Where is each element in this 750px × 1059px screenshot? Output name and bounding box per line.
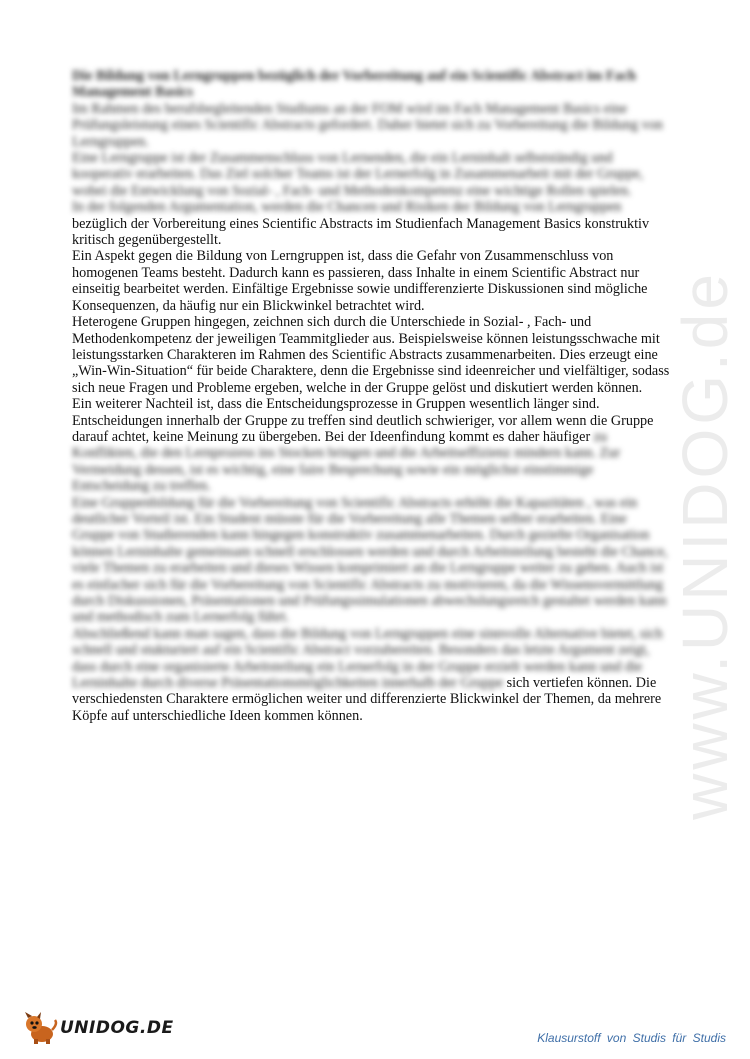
decision-blurred-part: zu Konflikten, die den Lernprozess ins Stocken bringen und die Arbeitseffizienz mindern kann. Zur Vermeidung dessen, ist es wichtig, eine faire Besprechung sowie ein möglichst einstimmige Entscheidung zu treffen. <box>72 428 621 495</box>
paragraph-decision-disadvantage <box>72 396 672 494</box>
logo-text: UNIDOG.DE <box>60 1018 174 1038</box>
decision-visible-part: Ein weiterer Nachteil ist, dass die Entscheidungsprozesse in Gruppen wesentlich länger sind. Entscheidungen innerhalb der Gruppe zu treffen sind deutlich schwieriger, vor allem wenn die Gruppe darauf achtet, keine Meinung zu übergeben. Bei der Ideenfindung kommt es daher häufiger <box>72 396 654 445</box>
unidog-logo[interactable] <box>22 1012 174 1044</box>
argumentation-blurred-head: In der folgenden Argumentation, werden die Chancen und Risiken der Bildung von Lerngruppen <box>72 199 622 216</box>
document-title: Die Bildung von Lerngruppen bezüglich der Vorbereitung auf ein Scientific Abstract im Fach Management Basics <box>72 68 636 101</box>
footer-slogan: Klausurstoff von Studis für Studis <box>537 1031 726 1045</box>
paragraph-heterogeneous-groups: Heterogene Gruppen hingegen, zeichnen sich durch die Unterschiede in Sozial- , Fach- und Methodenkompetenz der jeweiligen Teammitglieder aus. Beispielsweise können leistungsschwache mit leistungsstarken Charakteren im Rahmen des Scientific Abstracts zusammenarbeiten. Dies erzeugt eine „Win-Win-Situation“ für beide Charaktere, denn die Ergebnisse sind ideenreicher und vielfältiger, sodass sich neue Fragen und Probleme ergeben, welche in der Gruppe gelöst und diskutiert werden können. <box>72 314 670 396</box>
paragraph-intro: Im Rahmen des berufsbegleitenden Studiums an der FOM wird im Fach Management Basics eine Prüfungsleistung eines Scientific Abstracts gefordert. Daher bietet sich zu Vorbereitung die Bildung von Lerngruppen. <box>72 100 663 150</box>
argumentation-visible-tail: bezüglich der Vorbereitung eines Scientific Abstracts im Studienfach Management Basics konstruktiv kritisch gegenübergestellt. <box>72 215 650 249</box>
paragraph-conclusion <box>72 626 672 724</box>
conclusion-visible-part: sich vertiefen können. Die verschiedensten Charaktere ermöglichen weiter und differenzierte Blickwinkel der Themen, da mehrere Köpfe auf unterschiedliche Ideen kommen können. <box>72 675 662 724</box>
dog-mascot-icon <box>22 1012 58 1044</box>
paragraph-definition: Eine Lerngruppe ist der Zusammenschluss von Lernenden, die ein Lerninhalt selbstständig und kooperativ erarbeiten. Das Ziel solcher Teams ist der Lernerfolg in Zusammenarbeit mit der Gruppe, wobei die Entwicklung von Sozial- , Fach- und Methodenkompetenz eine wichtige Rollen spielen. <box>72 150 644 199</box>
paragraph-argumentation <box>72 199 672 248</box>
document-body <box>72 68 672 724</box>
paragraph-risk-homogeneous-teams: Ein Aspekt gegen die Bildung von Lerngruppen ist, dass die Gefahr von Zusammenschluss von homogenen Teams besteht. Dadurch kann es passieren, dass Inhalte in einem Scientific Abstract nur einseitig bearbeitet werden. Einfältige Ergebnisse sowie undifferenzierte Diskussionen sind mögliche Konsequenzen, da häufig nur ein Blickwinkel betrachtet wird. <box>72 248 648 314</box>
paragraph-capacity-advantage: Eine Gruppenbildung für die Vorbereitung von Scientific Abstracts erhöht die Kapazitäten , was ein deutlicher Vorteil ist. Ein Student müsste für die Vorbereitung alle Themen selber erarbeiten. Eine Gruppe von Studierenden kann hingegen konstruktiv zusammenarbeiten. Durch gezielte Organisation können Lerninhalte gemeinsam schnell erschlossen werden und durch Arbeitsteilung besteht die Chance, viele Themen zu erarbeiten und dieses Wissen komprimiert an die Lerngruppe weiter zu geben. Auch ist es einfacher sich für die Vorbereitung von Scientific Abstracts zu motivieren, da die Wissensvermittlung durch Diskussionen, Präsentationen und Prüfungssimulationen abwechslungsreich gestaltet werden kann und methodisch zum Lernerfolg führt. <box>72 494 668 626</box>
unidog-watermark: www.UNIDOG.de <box>669 270 741 820</box>
conclusion-blurred-part: Abschließend kann man sagen, dass die Bildung von Lerngruppen eine sinnvolle Alternative bietet, sich schnell und stukturiert auf ein Scientific Abstract vorzubereiten. Besonders das letzte Argument zeigt, dass durch eine organisierte Arbeitsteilung ein Lernerfolg in der Gruppe erzielt werden kann und die Lerninhalte durch diverse Präsentationsmöglichkeiten innerhalb der Gruppe <box>72 625 663 692</box>
